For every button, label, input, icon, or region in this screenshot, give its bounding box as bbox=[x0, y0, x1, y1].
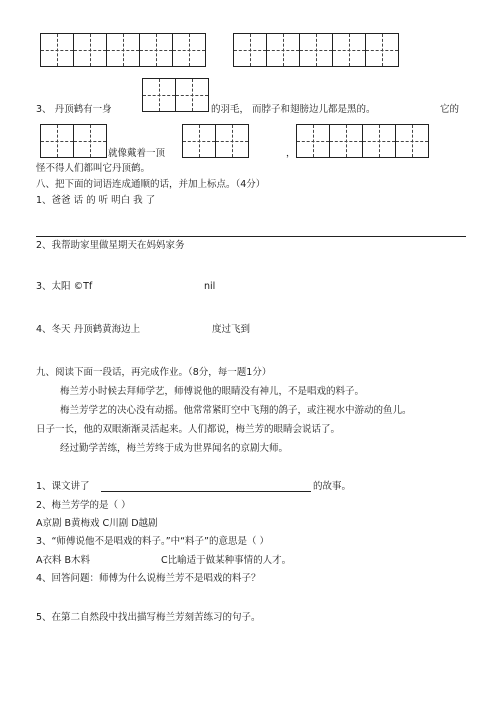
section9-q3-option-a: A衣料 B木料 bbox=[36, 555, 91, 566]
writing-box[interactable] bbox=[73, 124, 107, 158]
section9-q3-option-b: C比喻适于做某种事情的人才。 bbox=[161, 555, 292, 566]
section9-q1-suffix: 的故事。 bbox=[313, 481, 352, 492]
section9-q3: 3、“师傅说他不是唱戏的料子。”中“料子”的意思是（ ） bbox=[36, 536, 270, 547]
section9-q4: 4、回答问题：师傅为什么说梅兰芳不是唱戏的料子？ bbox=[36, 573, 261, 584]
writing-box[interactable] bbox=[106, 33, 140, 67]
q3-line1-c: 它的 bbox=[440, 104, 460, 115]
writing-box[interactable] bbox=[215, 124, 249, 158]
section9-heading: 九、阅读下面一段话，再完成作业。（8分，每一题1分） bbox=[36, 367, 272, 378]
passage-line: 梅兰芳学艺的决心没有动摇。他常常紧盯空中飞翔的鸽子，或注视水中游动的鱼儿。 bbox=[60, 405, 412, 416]
section9-q1-prefix: 1、课文讲了 bbox=[36, 481, 90, 492]
writing-box[interactable] bbox=[182, 124, 216, 158]
section8-item4-tail: 度过飞到 bbox=[212, 324, 251, 335]
q3-line1-a: 3、 丹顶鹤有一身 bbox=[36, 104, 112, 115]
writing-box[interactable] bbox=[329, 124, 363, 158]
tianzige-q3-a bbox=[142, 78, 208, 112]
writing-box[interactable] bbox=[365, 33, 399, 67]
writing-box[interactable] bbox=[395, 124, 429, 158]
section8-item3-tail: nil bbox=[204, 281, 216, 292]
writing-box[interactable] bbox=[332, 33, 366, 67]
q1-answer-blank[interactable] bbox=[101, 491, 311, 492]
q3-line3: 怪不得人们都叫它丹顶鹤。 bbox=[36, 163, 151, 174]
passage-line: 日子一长，他的双眼渐渐灵活起来。人们都说，梅兰芳的眼睛会说话了。 bbox=[36, 424, 341, 435]
writing-box[interactable] bbox=[362, 124, 396, 158]
passage-line: 梅兰芳小时候去拜师学艺，师傅说他的眼睛没有神儿，不是唱戏的料子。 bbox=[60, 386, 365, 397]
writing-box[interactable] bbox=[175, 78, 209, 112]
writing-box[interactable] bbox=[73, 33, 107, 67]
writing-box[interactable] bbox=[139, 33, 173, 67]
answer-line[interactable] bbox=[36, 236, 466, 237]
writing-box[interactable] bbox=[296, 124, 330, 158]
q3-line1-b: 的羽毛， 而脖子和翅膀边儿都是黑的。 bbox=[211, 104, 376, 115]
writing-box[interactable] bbox=[266, 33, 300, 67]
section8-item1: 1、爸爸 话 的 听 明白 我 了 bbox=[36, 195, 156, 206]
q3-line2-comma: ， bbox=[286, 148, 296, 159]
writing-box[interactable] bbox=[172, 33, 206, 67]
tianzige-q3-d bbox=[296, 124, 428, 158]
section8-item2: 2、我帮助家里做星期天在妈妈家务 bbox=[36, 240, 185, 251]
section9-q2-options: A京剧 B黄梅戏 C川剧 D越剧 bbox=[36, 518, 158, 529]
writing-box[interactable] bbox=[40, 33, 74, 67]
writing-box[interactable] bbox=[142, 78, 176, 112]
writing-box[interactable] bbox=[233, 33, 267, 67]
tianzige-row-top-left bbox=[40, 33, 205, 67]
writing-box[interactable] bbox=[299, 33, 333, 67]
section8-heading: 八、把下面的词语连成通顺的话，并加上标点。（4分） bbox=[36, 179, 266, 190]
section9-q5: 5、在第二自然段中找出描写梅兰芳刻苦练习的句子。 bbox=[36, 612, 261, 623]
q3-line2-a: 就像戴着一顶 bbox=[108, 148, 166, 159]
tianzige-row-top-right bbox=[233, 33, 398, 67]
tianzige-q3-b bbox=[40, 124, 106, 158]
passage-line: 经过勤学苦练，梅兰芳终于成为世界闻名的京剧大师。 bbox=[60, 443, 289, 454]
writing-box[interactable] bbox=[40, 124, 74, 158]
tianzige-q3-c bbox=[182, 124, 248, 158]
section8-item4: 4、冬天 丹顶鹤黄海边上 bbox=[36, 324, 141, 335]
section8-item3: 3、太阳 ©Tf bbox=[36, 281, 93, 292]
section9-q2: 2、梅兰芳学的是（ ） bbox=[36, 500, 131, 511]
